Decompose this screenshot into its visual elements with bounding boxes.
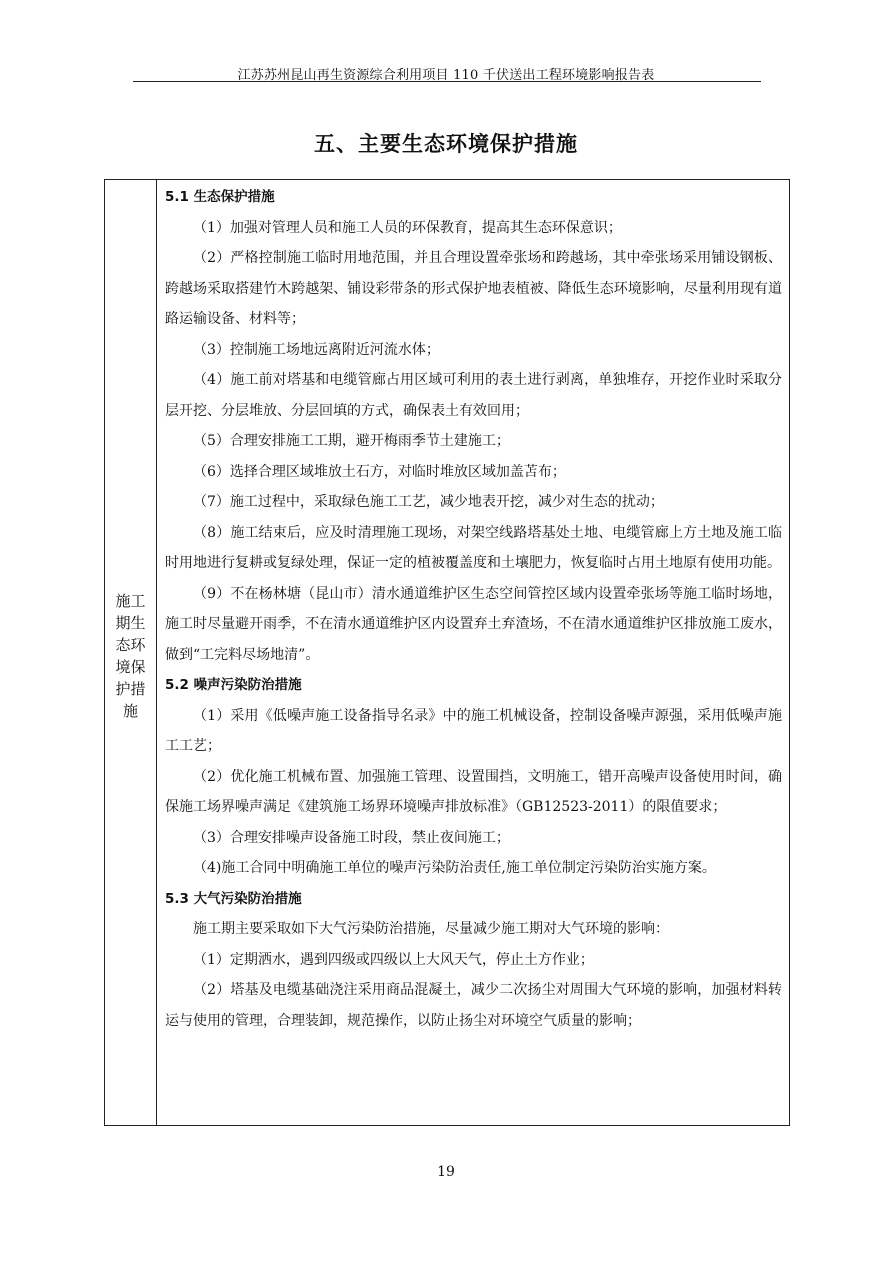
measures-table — [104, 179, 790, 1126]
page-number: 19 — [437, 1164, 455, 1180]
row-label-line: 态环 — [115, 636, 146, 654]
subsection-heading-ecology: 5.1 生态保护措施 — [165, 189, 275, 205]
row-label-line: 护措 — [115, 680, 146, 698]
measure-paragraph: （1）加强对管理人员和施工人员的环保教育，提高其生态环保意识； — [193, 219, 622, 236]
measure-paragraph: （3）控制施工场地远离附近河流水体； — [193, 341, 440, 358]
row-label-line: 期生 — [115, 614, 146, 632]
row-label-line: 施工 — [115, 592, 146, 610]
measure-paragraph: （1）采用《低噪声施工设备指导名录》中的施工机械设备，控制设备噪声源强，采用低噪声施工工艺； — [165, 707, 782, 754]
measure-paragraph: （2）优化施工机械布置、加强施工管理、设置围挡，文明施工，错开高噪声设备使用时间，确保施工场界噪声满足《建筑施工场界环境噪声排放标准》（GB12523-2011）的限值要求； — [165, 768, 782, 815]
subsection-heading-air: 5.3 大气污染防治措施 — [165, 890, 302, 907]
measure-paragraph: （8）施工结束后，应及时清理施工现场，对架空线路塔基处土地、电缆管廊上方土地及施工临时用地进行复耕或复绿处理，保证一定的植被覆盖度和土壤肥力，恢复临时占用土地原有使用功能。 — [165, 524, 782, 571]
measure-paragraph: （4)施工合同中明确施工单位的噪声污染防治责任,施工单位制定污染防治实施方案。 — [193, 860, 716, 876]
section-title: 五、主要生态环境保护措施 — [314, 132, 578, 156]
column-divider — [156, 180, 157, 1125]
measure-paragraph: （9）不在杨林塘（昆山市）清水通道维护区生态空间管控区域内设置牵张场等施工临时场地，施工时尽量避开雨季，不在清水通道维护区内设置弃土弃渣场，不在清水通道维护区排放施工废水，做到“工完料尽场地清”。 — [165, 585, 782, 663]
row-label-line: 境保 — [115, 658, 146, 676]
row-label-line: 施 — [122, 702, 138, 720]
row-label — [105, 590, 156, 722]
measure-paragraph: （2）严格控制施工临时用地范围，并且合理设置牵张场和跨越场，其中牵张场采用铺设钢板、跨越场采取搭建竹木跨越架、铺设彩带条的形式保护地表植被、降低生态环境影响，尽量利用现有道路运输设备、材料等； — [165, 250, 782, 327]
subsection-heading-noise: 5.2 噪声污染防治措施 — [165, 677, 302, 693]
header-rule — [133, 81, 761, 82]
measure-paragraph: （1）定期洒水，遇到四级或四级以上大风天气，停止土方作业； — [193, 951, 594, 968]
measure-paragraph: （7）施工过程中，采取绿色施工工艺，减少地表开挖，减少对生态的扰动； — [193, 494, 664, 510]
measure-paragraph: （5）合理安排施工工期，避开梅雨季节土建施工； — [193, 433, 510, 449]
measure-paragraph: 施工期主要采取如下大气污染防治措施，尽量减少施工期对大气环境的影响： — [193, 921, 669, 937]
measure-paragraph: （6）选择合理区域堆放土石方，对临时堆放区域加盖苫布； — [193, 463, 566, 480]
measure-paragraph: （3）合理安排噪声设备施工时段，禁止夜间施工； — [193, 829, 510, 846]
running-header: 江苏苏州昆山再生资源综合利用项目 110 千伏送出工程环境影响报告表 — [237, 68, 655, 83]
measures-content — [165, 182, 782, 1036]
measure-paragraph: （2）塔基及电缆基础浇注采用商品混凝土，减少二次扬尘对周围大气环境的影响，加强材料转运与使用的管理，合理装卸，规范操作，以防止扬尘对环境空气质量的影响； — [165, 982, 782, 1029]
measure-paragraph: （4）施工前对塔基和电缆管廊占用区域可利用的表土进行剥离，单独堆存，开挖作业时采取分层开挖、分层堆放、分层回填的方式，确保表土有效回用； — [165, 372, 782, 419]
